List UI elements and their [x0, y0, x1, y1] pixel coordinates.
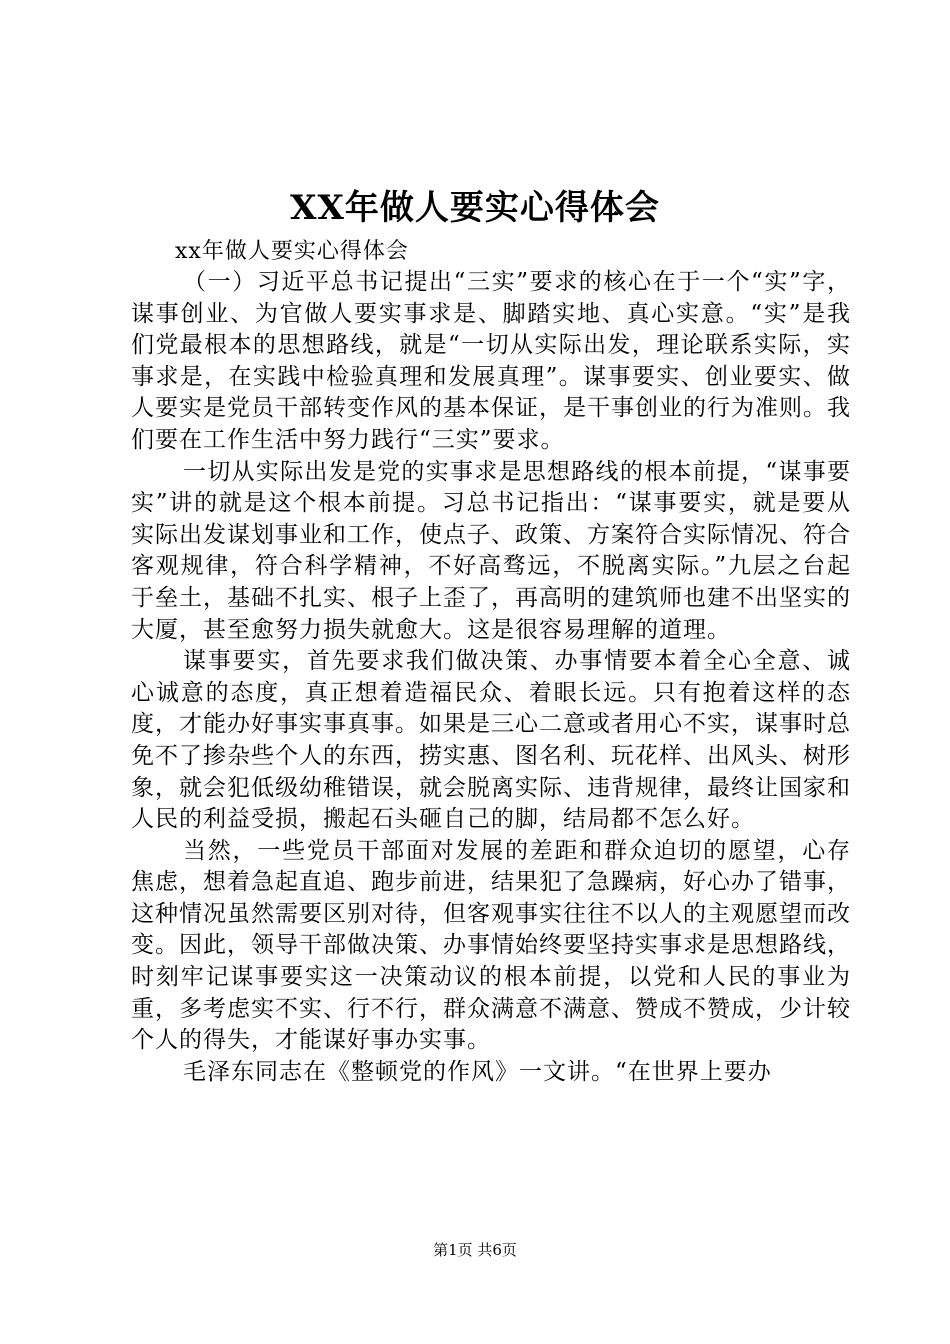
page-number-footer: 第1页 共6页	[433, 1241, 517, 1259]
document-body	[131, 236, 851, 1088]
paragraph-4: 当然，一些党员干部面对发展的差距和群众迫切的愿望，心存焦虑，想着急起直追、跑步前进，结果犯了急躁病，好心办了错事，这种情况虽然需要区别对待，但客观事实往往不以人的主观愿望而改变。因此，领导干部做决策、办事情始终要坚持实事求是思想路线，时刻牢记谋事要实这一决策动议的根本前提，以党和人民的事业为重，多考虑实不实、行不行，群众满意不满意、赞成不赞成，少计较个人的得失，才能谋好事办实事。	[131, 837, 851, 1054]
paragraph-2: 一切从实际出发是党的实事求是思想路线的根本前提，“谋事要实”讲的就是这个根本前提。习总书记指出：“谋事要实，就是要从实际出发谋划事业和工作，使点子、政策、方案符合实际情况、符合客观规律，符合科学精神，不好高骛远，不脱离实际。”九层之台起于垒土，基础不扎实、根子上歪了，再高明的建筑师也建不出坚实的大厦，甚至愈努力损失就愈大。这是很容易理解的道理。	[131, 458, 851, 643]
paragraph-5: 毛泽东同志在《整顿党的作风》一文讲。“在世界上要办	[183, 1058, 772, 1085]
document-subtitle: xx年做人要实心得体会	[175, 239, 409, 264]
paragraph-3: 谋事要实，首先要求我们做决策、办事情要本着全心全意、诚心诚意的态度，真正想着造福民众、着眼长远。只有抱着这样的态度，才能办好事实事真事。如果是三心二意或者用心不实，谋事时总免不了掺杂些个人的东西，捞实惠、图名利、玩花样、出风头、树形象，就会犯低级幼稚错误，就会脱离实际、违背规律，最终让国家和人民的利益受损，搬起石头砸自己的脚，结局都不怎么好。	[131, 648, 851, 833]
document-title: XX年做人要实心得体会	[290, 188, 660, 228]
paragraph-1: （一）习近平总书记提出“三实”要求的核心在于一个“实”字，谋事创业、为官做人要实事求是、脚踏实地、真心实意。“实”是我们党最根本的思想路线，就是“一切从实际出发，理论联系实际，实事求是，在实践中检验真理和发展真理”。谋事要实、创业要实、做人要实是党员干部转变作风的基本保证，是干事创业的行为准则。我们要在工作生活中努力践行“三实”要求。	[131, 269, 851, 453]
